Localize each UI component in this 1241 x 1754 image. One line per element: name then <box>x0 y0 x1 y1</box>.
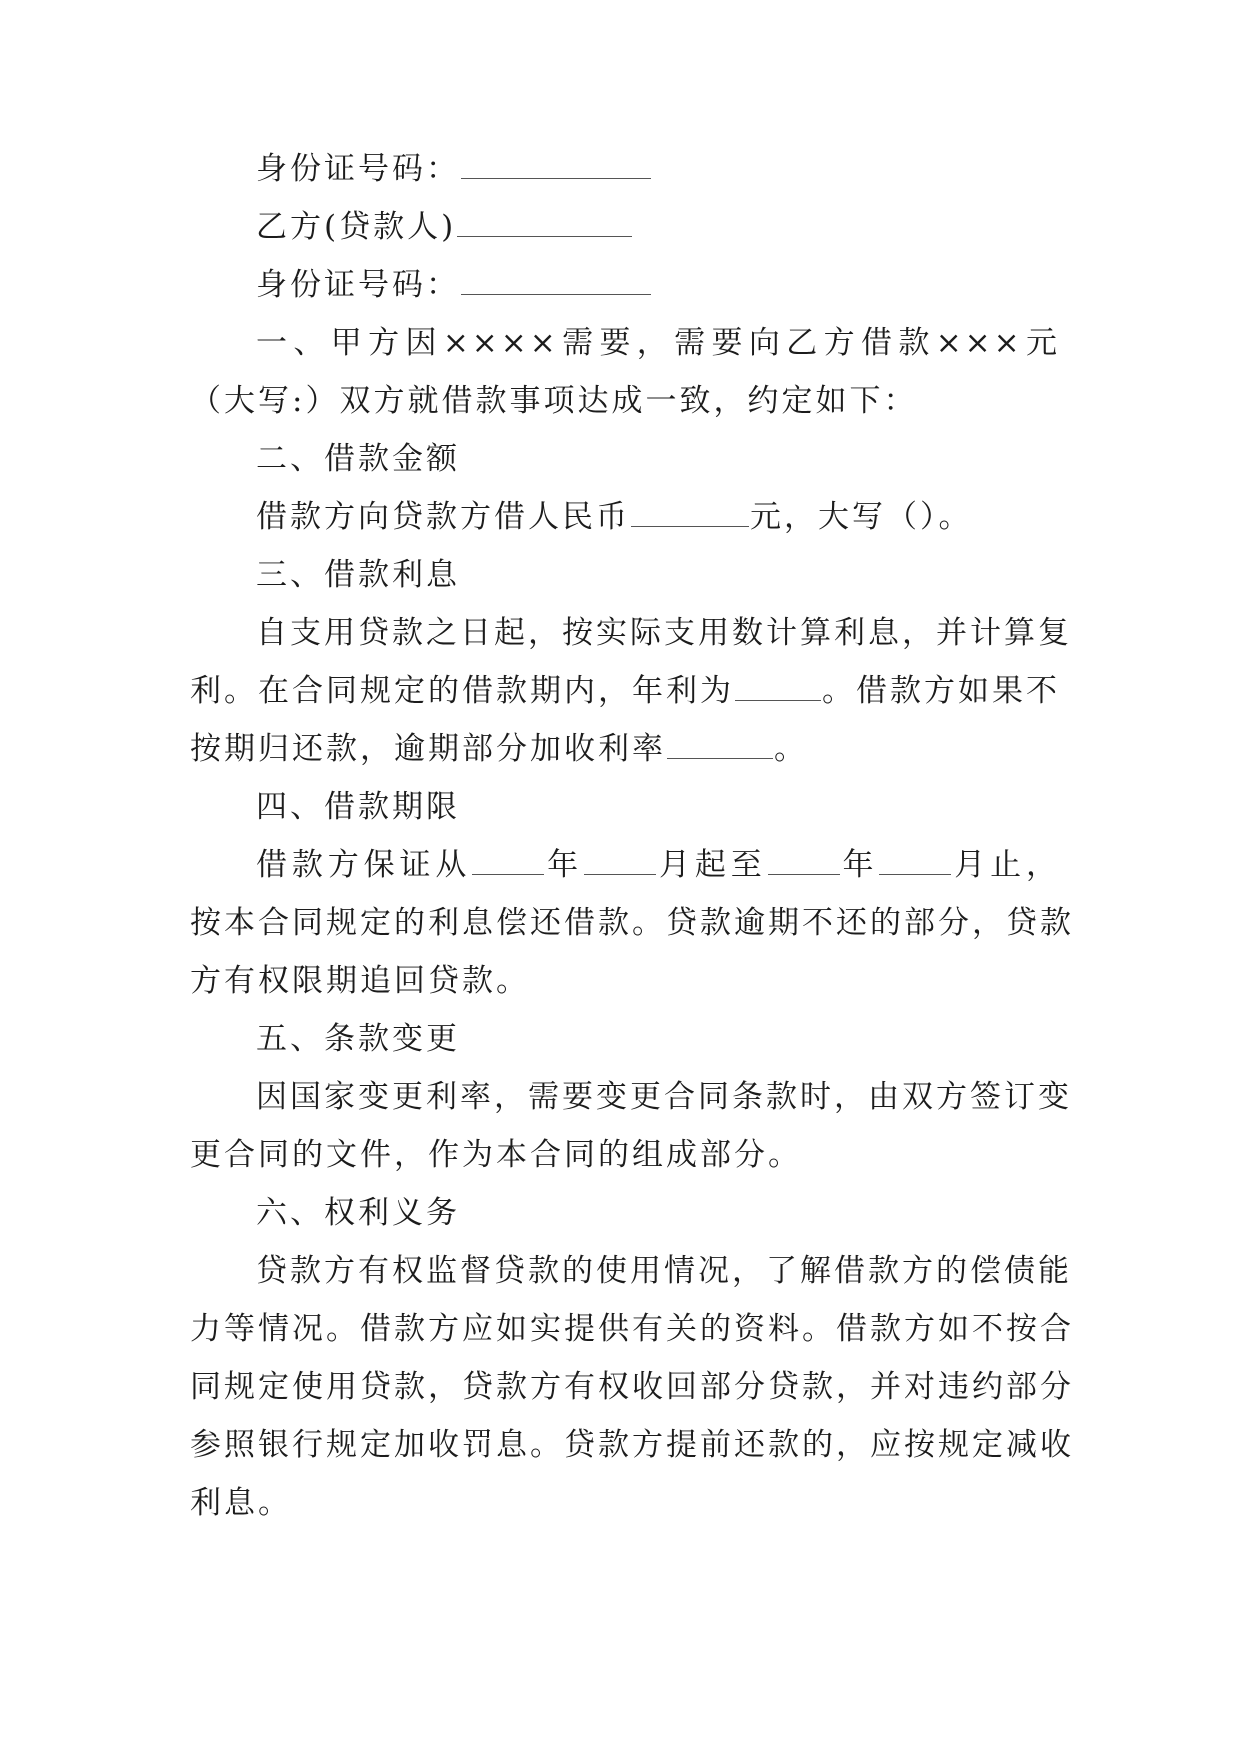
section-5-heading: 五、条款变更 <box>256 1021 460 1057</box>
section-6-line-5: 利息。 <box>190 1485 292 1521</box>
section-3-line-2-a: 利。在合同规定的借款期内，年利为 <box>190 673 734 709</box>
section-4-line-1-d: 年 <box>840 847 879 883</box>
section-4-line-1 <box>190 836 1060 894</box>
section-6-line-3: 同规定使用贷款，贷款方有权收回部分贷款，并对违约部分 <box>190 1369 1074 1405</box>
section-4-heading: 四、借款期限 <box>256 789 460 825</box>
section-1-line-2: （大写:）双方就借款事项达成一致，约定如下： <box>190 383 918 419</box>
loan-amount-blank[interactable] <box>631 492 749 527</box>
section-6-heading: 六、权利义务 <box>256 1195 460 1231</box>
end-month-blank[interactable] <box>879 840 951 875</box>
section-3-line-3-b: 。 <box>774 731 808 767</box>
section-6-line-2: 力等情况。借款方应如实提供有关的资料。借款方如不按合 <box>190 1311 1074 1347</box>
end-year-blank[interactable] <box>768 840 840 875</box>
party-b-line <box>190 198 1060 256</box>
section-3-line-2 <box>190 662 1060 720</box>
section-4-line-3: 方有权限期追回贷款。 <box>190 963 530 999</box>
section-4-line-1-b: 年 <box>545 847 584 883</box>
section-4-line-1-e: 月止， <box>952 847 1061 883</box>
section-2-text-b: 元，大写（）。 <box>750 499 973 535</box>
overdue-rate-blank[interactable] <box>667 724 773 759</box>
section-2-text <box>190 488 1060 546</box>
id-number-blank[interactable] <box>461 144 651 179</box>
section-3-line-2-b: 。借款方如果不 <box>822 673 1060 709</box>
section-6-line-4: 参照银行规定加收罚息。贷款方提前还款的，应按规定减收 <box>190 1427 1074 1463</box>
section-1-line-1: 一、甲方因××××需要，需要向乙方借款×××元 <box>256 325 1060 361</box>
section-4-line-2: 按本合同规定的利息偿还借款。贷款逾期不还的部分，贷款 <box>190 905 1074 941</box>
section-4-line-1-c: 月起至 <box>657 847 767 883</box>
annual-rate-blank[interactable] <box>735 666 821 701</box>
section-2-text-a: 借款方向贷款方借人民币 <box>256 499 630 535</box>
party-b-blank[interactable] <box>457 202 632 237</box>
id-number-label: 身份证号码： <box>256 151 460 187</box>
id-number-label: 身份证号码： <box>256 267 460 303</box>
section-4-line-1-a: 借款方保证从 <box>256 847 472 883</box>
section-3-line-3 <box>190 720 1060 778</box>
id-number-line-party-a <box>190 140 1060 198</box>
section-3-line-3-a: 按期归还款，逾期部分加收利率 <box>190 731 666 767</box>
section-6-line-1: 贷款方有权监督贷款的使用情况，了解借款方的偿债能 <box>256 1253 1072 1289</box>
section-2-heading: 二、借款金额 <box>256 441 460 477</box>
start-month-blank[interactable] <box>584 840 656 875</box>
contract-body <box>190 140 1074 1532</box>
section-3-heading: 三、借款利息 <box>256 557 460 593</box>
section-3-line-1: 自支用贷款之日起，按实际支用数计算利息，并计算复 <box>256 615 1072 651</box>
id-number-line-party-b <box>190 256 1060 314</box>
section-5-line-1: 因国家变更利率，需要变更合同条款时，由双方签订变 <box>256 1079 1072 1115</box>
party-b-label: 乙方(贷款人) <box>256 209 457 245</box>
start-year-blank[interactable] <box>472 840 544 875</box>
id-number-blank[interactable] <box>461 260 651 295</box>
section-5-line-2: 更合同的文件，作为本合同的组成部分。 <box>190 1137 802 1173</box>
